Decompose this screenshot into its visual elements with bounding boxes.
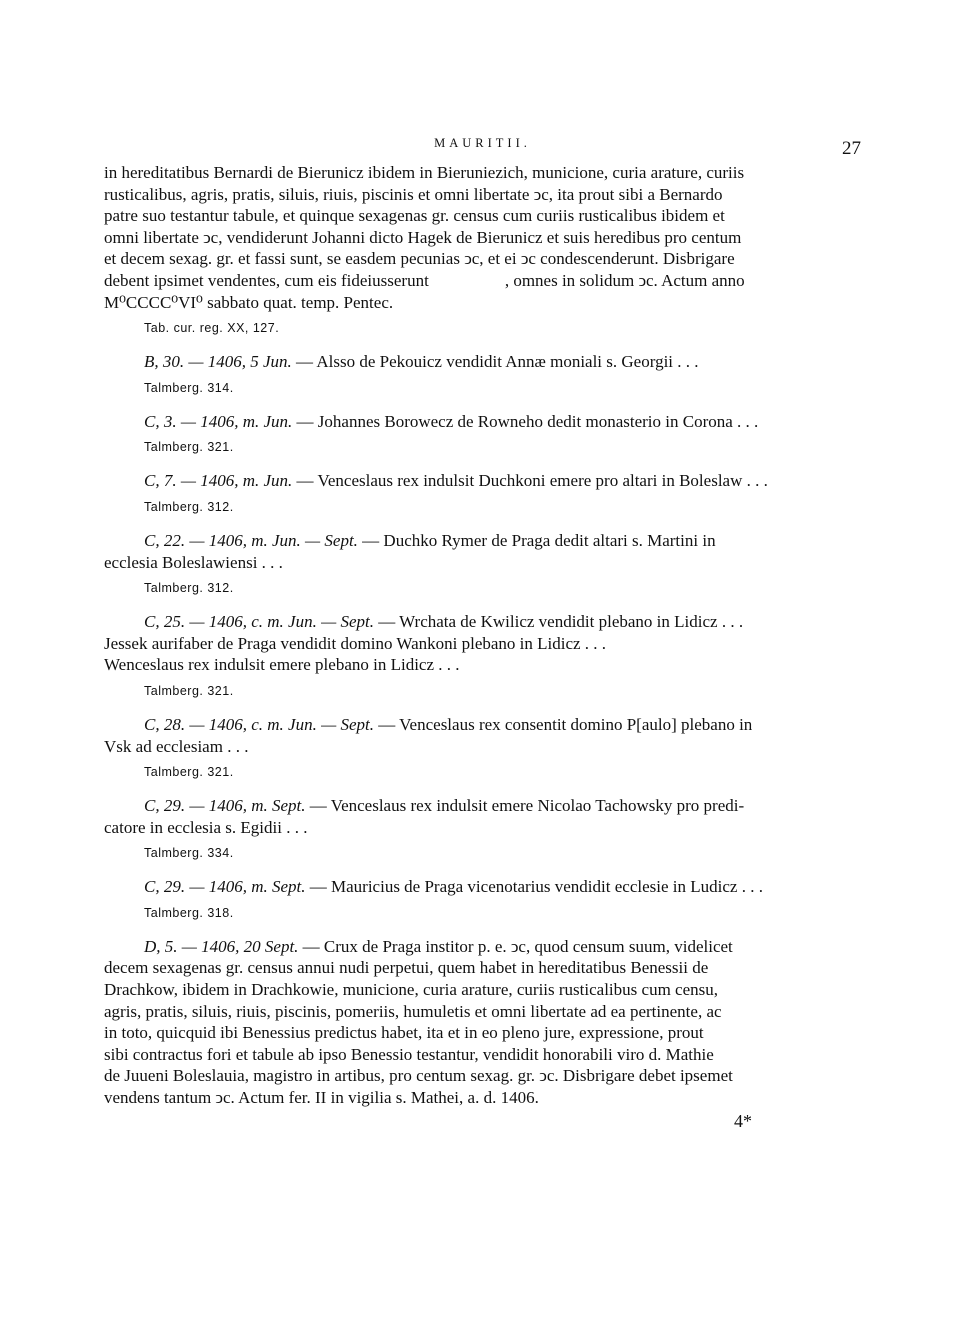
register-entry <box>104 876 861 922</box>
entry-line: agris, pratis, siluis, riuis, piscinis, pomeriis, humuletis et omni libertate ad ea pertinente, ac <box>104 1001 722 1021</box>
signature-mark: 4* <box>734 1110 752 1131</box>
text-line: patre suo testantur tabule, et quinque sexagenas gr. census cum curiis rusticalibus ibidem et <box>104 206 725 226</box>
entry-citation: B, 30. — 1406, 5 Jun. <box>144 352 292 372</box>
entry-line: — Alsso de Pekouicz vendidit Annæ moniali s. Georgii . . . <box>296 352 699 372</box>
text-line: in hereditatibus Bernardi de Bierunicz ibidem in Bierunieziсh, municione, curia arature, curiis <box>104 163 745 182</box>
entry-citation: C, 29. — 1406, m. Sept. <box>144 796 306 816</box>
entry-line: — Wrchata de Kwilicz vendidit plebano in Lidicz . . . <box>378 612 744 632</box>
register-entry <box>104 714 861 781</box>
entry-line: — Venceslaus rex consentit domino P[aulo] plebano in <box>378 714 753 734</box>
text-line <box>104 270 861 292</box>
source-reference: Talmberg. 312. <box>144 581 234 596</box>
running-head <box>104 132 861 162</box>
entry-line: — Crux de Praga institor p. e. ͻc, quod censum suum, videlicet <box>302 936 733 956</box>
entry-citation: C, 22. — 1406, m. Jun. — Sept. <box>144 530 358 550</box>
entry-citation: C, 28. — 1406, c. m. Jun. — Sept. <box>144 714 374 734</box>
entries-list <box>104 351 861 1108</box>
register-entry <box>104 351 861 397</box>
source-reference: Talmberg. 321. <box>144 683 234 698</box>
page-number: 27 <box>842 138 861 159</box>
text-line: M⁰CCCC⁰VI⁰ sabbato quat. temp. Pentec. <box>104 292 394 312</box>
entry-citation: C, 7. — 1406, m. Jun. <box>144 471 293 491</box>
source-reference: Tab. cur. reg. XX, 127. <box>144 321 280 336</box>
text-line: rusticalibus, agris, pratis, siluis, riuis, piscinis et omni libertate ͻc, ita prout sibi a Bernardo <box>104 184 723 204</box>
entry-line: ecclesia Boleslawiensi . . . <box>104 552 283 572</box>
document-page <box>104 132 861 1133</box>
entry-line: Wenceslaus rex indulsit emere plebano in Lidicz . . . <box>104 655 460 675</box>
entry-line: decem sexagenas gr. census annui nudi perpetui, quem habet in hereditatibus Benessii de <box>104 958 709 978</box>
source-reference: Talmberg. 314. <box>144 380 234 395</box>
text-fragment: debent ipsimet vendentes, cum eis fideiusserunt <box>104 270 429 290</box>
register-entry <box>104 936 861 1109</box>
entry-line: sibi contractus fori et tabule ab ipso Benessio testantur, vendidit honorabili viro d. Mathie <box>104 1044 714 1064</box>
entry-citation: C, 3. — 1406, m. Jun. <box>144 411 293 431</box>
entry-line: Drachkow, ibidem in Drachkowie, municione, curia arature, curiis rusticalibus cum censu, <box>104 980 719 1000</box>
entry-line: Vsk ad ecclesiam . . . <box>104 736 249 756</box>
register-entry <box>104 411 861 457</box>
entry-text <box>104 936 861 1109</box>
source-reference: Talmberg. 334. <box>144 846 234 861</box>
entry-line: de Juueni Boleslauia, magistro in artibus, pro centum sexag. gr. ͻc. Disbrigare debet ipsemet <box>104 1066 733 1086</box>
register-entry <box>104 470 861 516</box>
entry-line: — Mauricius de Praga vicenotarius vendidit ecclesie in Ludicz . . . <box>309 877 763 897</box>
source-reference: Talmberg. 318. <box>144 905 234 920</box>
register-entry <box>104 795 861 862</box>
entry-line: — Venceslaus rex indulsit Duchkoni emere pro altari in Boleslaw . . . <box>296 471 768 491</box>
entry-line: — Duchko Rymer de Praga dedit altari s. Martini in <box>362 530 716 550</box>
entry-line: Jessek aurifaber de Praga vendidit domino Wankoni plebano in Lidicz . . . <box>104 633 607 653</box>
opening-paragraph <box>104 162 861 313</box>
entry-text <box>104 530 861 573</box>
entry-citation: C, 25. — 1406, c. m. Jun. — Sept. <box>144 612 374 632</box>
source-reference: Talmberg. 312. <box>144 499 234 514</box>
signature-block <box>104 1109 861 1133</box>
entry-text <box>104 611 861 676</box>
entry-text <box>104 411 861 433</box>
source-reference: Talmberg. 321. <box>144 765 234 780</box>
entry-text <box>104 876 861 898</box>
source-reference: Talmberg. 321. <box>144 440 234 455</box>
entry-text <box>104 795 861 838</box>
text-line: et decem sexag. gr. et fassi sunt, se easdem pecunias ͻc, et ei ͻc condescenderunt. Disbrigare <box>104 249 735 269</box>
entry-line: vendens tantum ͻc. Actum fer. II in vigilia s. Mathei, a. d. 1406. <box>104 1088 539 1108</box>
register-entry <box>104 530 861 597</box>
text-fragment: , omnes in solidum ͻc. Actum anno <box>504 270 745 290</box>
entry-text <box>104 714 861 757</box>
text-line: omni libertate ͻc, vendiderunt Johanni dicto Hagek de Bierunicz et suis heredibus pro centum <box>104 227 742 247</box>
entry-line: catore in ecclesia s. Egidii . . . <box>104 817 308 837</box>
entry-citation: D, 5. — 1406, 20 Sept. <box>144 936 299 956</box>
running-title: MAURITII. <box>434 136 531 150</box>
entry-line: in toto, quicquid ibi Benessius predictus habet, ita et in eo pleno jure, expressione, prout <box>104 1023 704 1043</box>
entry-citation: C, 29. — 1406, m. Sept. <box>144 877 306 897</box>
entry-text <box>104 351 861 373</box>
entry-text <box>104 470 861 492</box>
entry-line: — Johannes Borowecz de Rowneho dedit monasterio in Corona . . . <box>296 411 759 431</box>
entry-line: — Venceslaus rex indulsit emere Nicolao Tachowsky pro predi- <box>309 796 745 816</box>
register-entry <box>104 611 861 700</box>
